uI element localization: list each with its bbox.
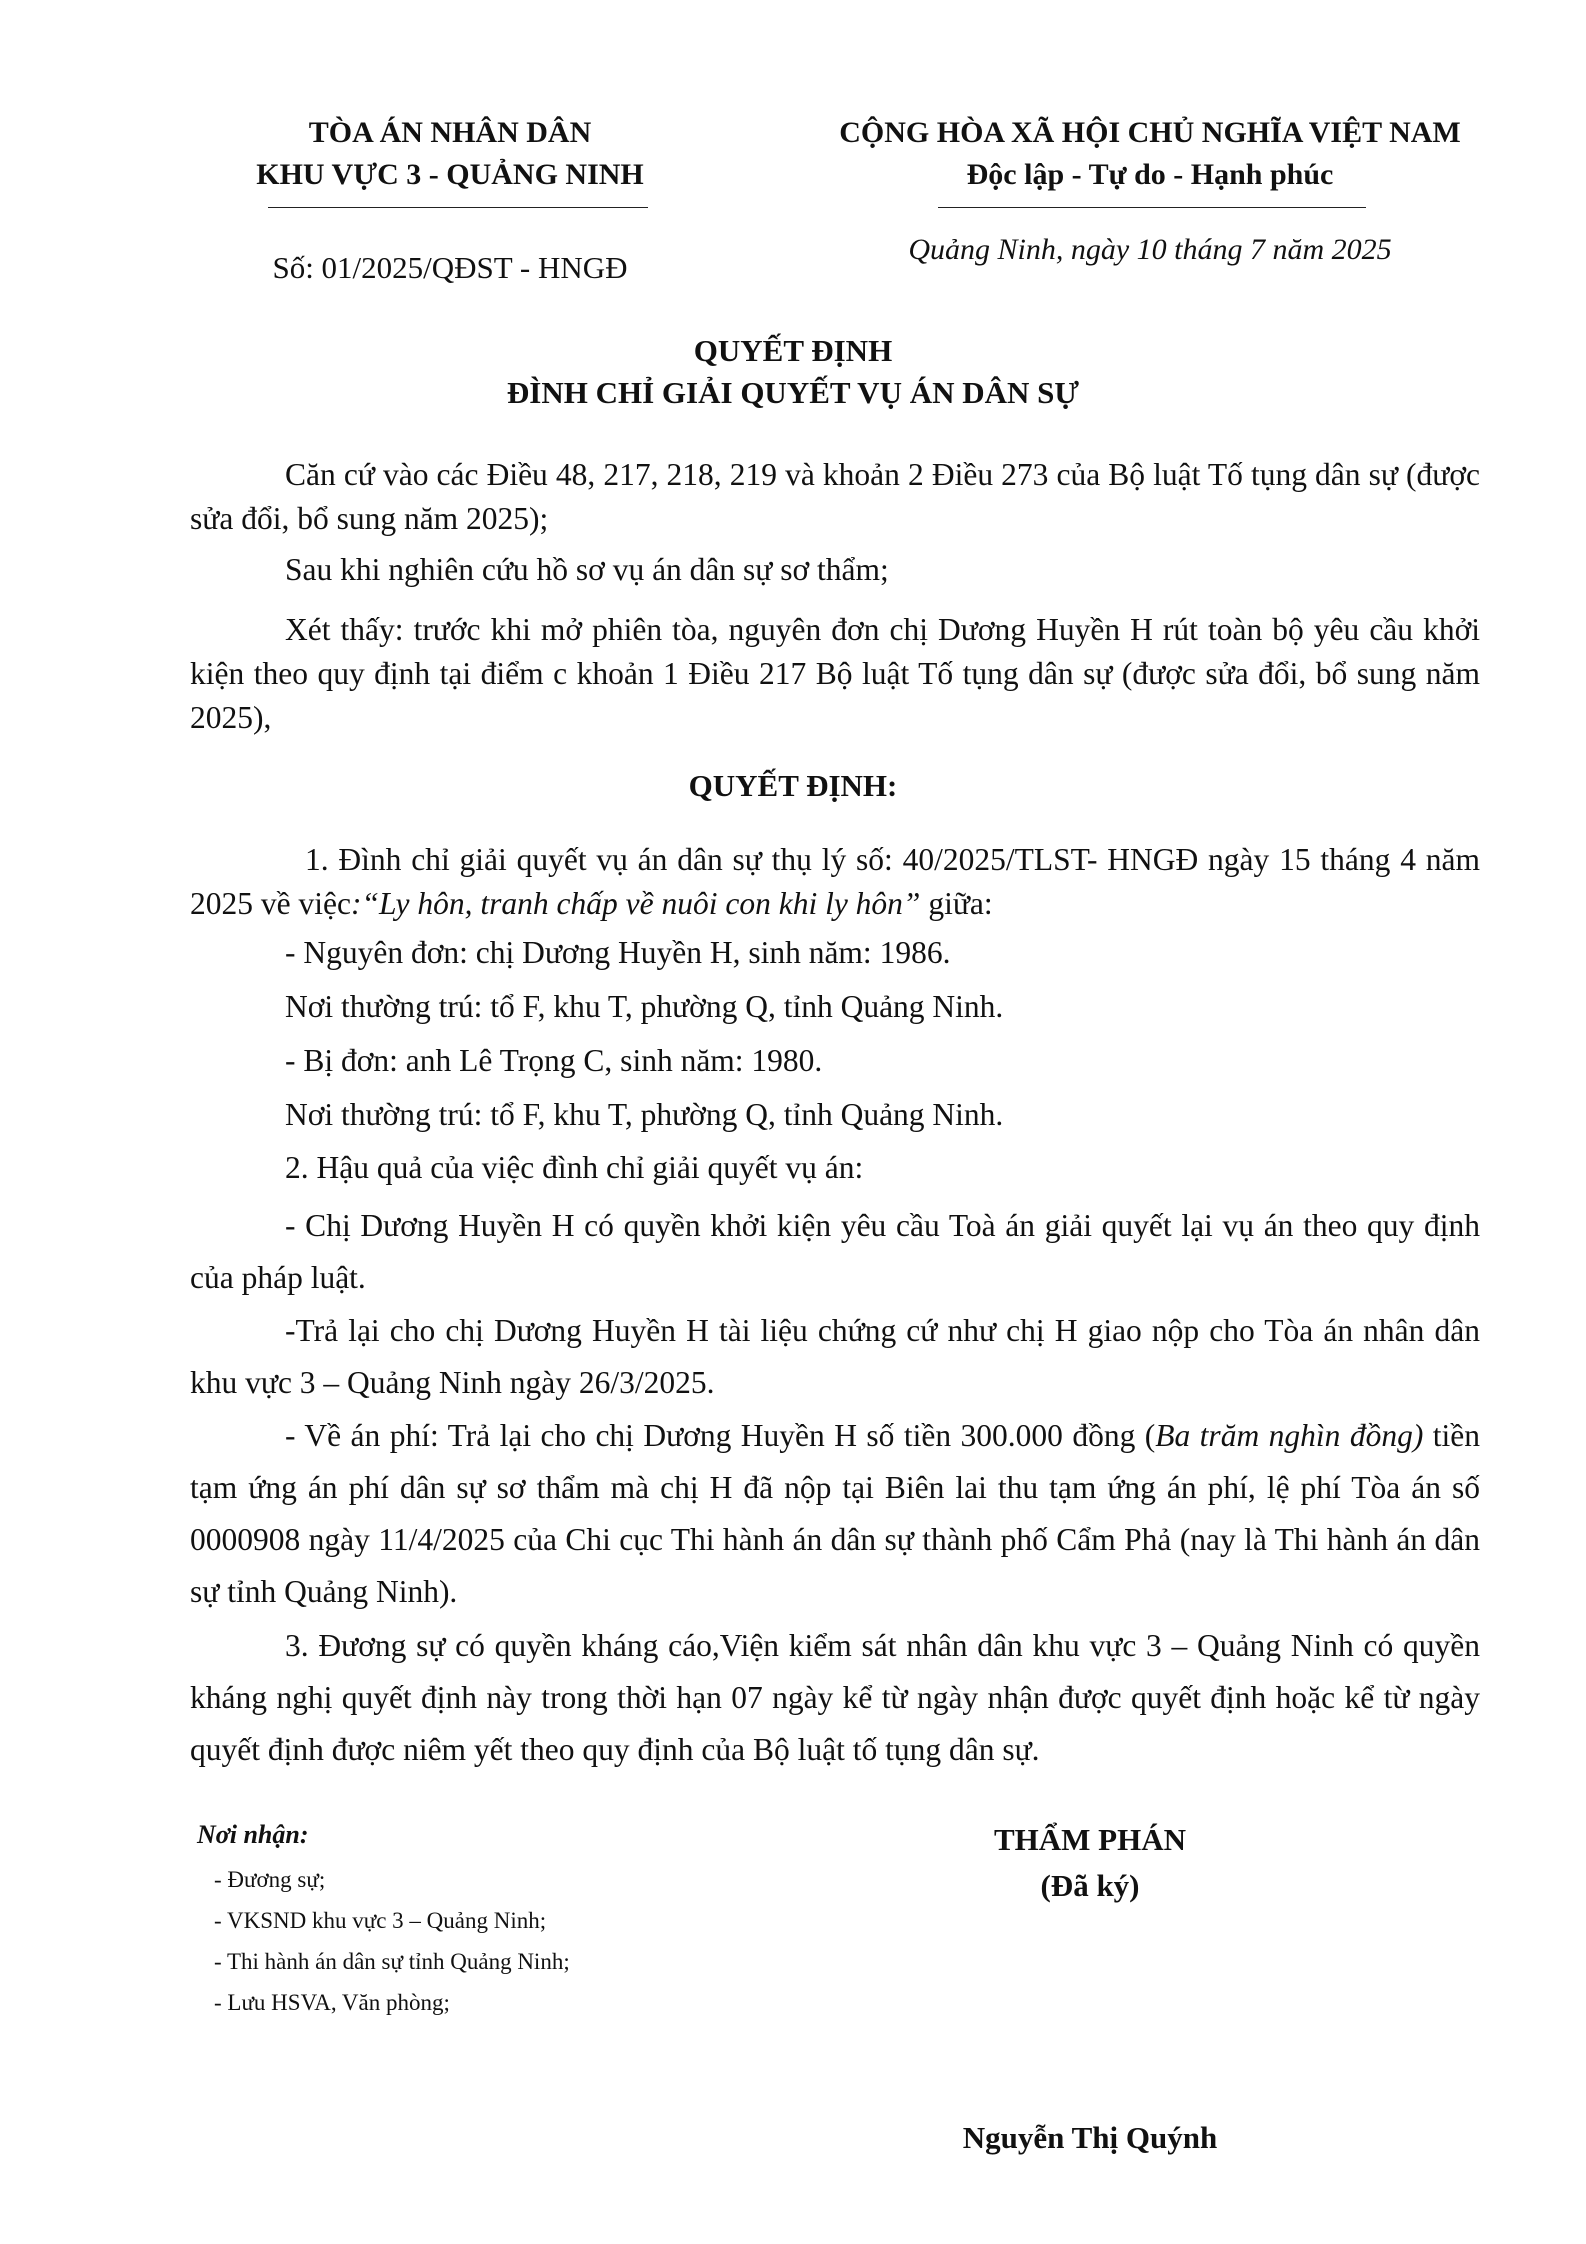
recipient-item: - VKSND khu vực 3 – Quảng Ninh; [214, 1908, 547, 1933]
recipient-item: - Thi hành án dân sự tỉnh Quảng Ninh; [214, 1949, 570, 1974]
case-type: “Ly hôn, tranh chấp về nuôi con khi ly hôn” [361, 886, 921, 921]
recipients-heading: Nơi nhận: [197, 1820, 309, 1849]
decision-item-1-end: giữa: [920, 886, 993, 921]
plaintiff-address: Nơi thường trú: tổ F, khu T, phường Q, tỉnh Quảng Ninh. [285, 989, 1004, 1024]
amount-in-words: Ba trăm nghìn đồng) [1155, 1418, 1424, 1453]
signer-role: THẨM PHÁN [993, 1822, 1186, 1857]
place-and-date: Quảng Ninh, ngày 10 tháng 7 năm 2025 [908, 233, 1392, 266]
decision-item-1 [190, 838, 1480, 926]
decision-item-2c-end: tiền tạm ứng án phí dân sự sơ thẩm mà chị H đã nộp tại Biên lai thu tạm ứng án phí, lệ phí Tòa án số 0000908 ngày 11/4/2025 của Chi cục Thi hành án dân sự thành phố Cẩm Phả (nay là Thi hành án dân sự tỉnh Quảng Ninh). [190, 1418, 1480, 1609]
document-title: QUYẾT ĐỊNH [693, 333, 893, 368]
defendant-address: Nơi thường trú: tổ F, khu T, phường Q, tỉnh Quảng Ninh. [285, 1097, 1004, 1132]
decision-item-2: 2. Hậu quả của việc đình chỉ giải quyết vụ án: [285, 1150, 864, 1185]
decision-item-1-colon: : [350, 886, 362, 921]
signer-name: Nguyễn Thị Quýnh [962, 2120, 1218, 2155]
defendant-line: - Bị đơn: anh Lê Trọng C, sinh năm: 1980. [285, 1043, 823, 1078]
plaintiff-line: - Nguyên đơn: chị Dương Huyền H, sinh năm: 1986. [285, 935, 951, 970]
legal-basis-paragraph: Căn cứ vào các Điều 48, 217, 218, 219 và khoản 2 Điều 273 của Bộ luật Tố tụng dân sự (được sửa đổi, bổ sung năm 2025); [190, 457, 1480, 536]
review-paragraph: Sau khi nghiên cứu hồ sơ vụ án dân sự sơ thẩm; [285, 552, 889, 587]
decision-item-2b: -Trả lại cho chị Dương Huyền H tài liệu chứng cứ như chị H giao nộp cho Tòa án nhân dân khu vực 3 – Quảng Ninh ngày 26/3/2025. [190, 1313, 1480, 1400]
decision-heading: QUYẾT ĐỊNH: [688, 768, 898, 803]
document-number: Số: 01/2025/QĐST - HNGĐ [272, 250, 628, 285]
republic-name: CỘNG HÒA XÃ HỘI CHỦ NGHĨA VIỆT NAM [839, 116, 1461, 149]
court-name-line1: TÒA ÁN NHÂN DÂN [308, 116, 592, 149]
motto-underline [938, 207, 1366, 208]
decision-item-2a: - Chị Dương Huyền H có quyền khởi kiện yêu cầu Toà án giải quyết lại vụ án theo quy định của pháp luật. [190, 1208, 1480, 1295]
recipient-item: - Lưu HSVA, Văn phòng; [214, 1990, 450, 2015]
recipient-item: - Đương sự; [214, 1867, 326, 1892]
decision-item-2c-text: - Về án phí: Trả lại cho chị Dương Huyền H số tiền 300.000 đồng ( [285, 1418, 1156, 1453]
signature-status: (Đã ký) [1040, 1868, 1140, 1903]
document-subtitle: ĐÌNH CHỈ GIẢI QUYẾT VỤ ÁN DÂN SỰ [506, 375, 1080, 410]
court-name-line2: KHU VỰC 3 - QUẢNG NINH [256, 158, 644, 191]
national-motto: Độc lập - Tự do - Hạnh phúc [966, 158, 1334, 191]
consideration-paragraph: Xét thấy: trước khi mở phiên tòa, nguyên đơn chị Dương Huyền H rút toàn bộ yêu cầu khởi kiện theo quy định tại điểm c khoản 1 Điều 217 Bộ luật Tố tụng dân sự (được sửa đổi, bổ sung năm 2025), [190, 612, 1480, 735]
court-name-underline [268, 207, 648, 208]
decision-item-2c [190, 1410, 1480, 1618]
decision-item-1-text: 1. Đình chỉ giải quyết vụ án dân sự thụ lý số: 40/2025/TLST- HNGĐ ngày 15 tháng 4 năm 2025 về việc [190, 842, 1480, 921]
decision-item-3: 3. Đương sự có quyền kháng cáo,Viện kiểm sát nhân dân khu vực 3 – Quảng Ninh có quyền kháng nghị quyết định này trong thời hạn 07 ngày kể từ ngày nhận được quyết định hoặc kể từ ngày quyết định được niêm yết theo quy định của Bộ luật tố tụng dân sự. [190, 1628, 1480, 1767]
